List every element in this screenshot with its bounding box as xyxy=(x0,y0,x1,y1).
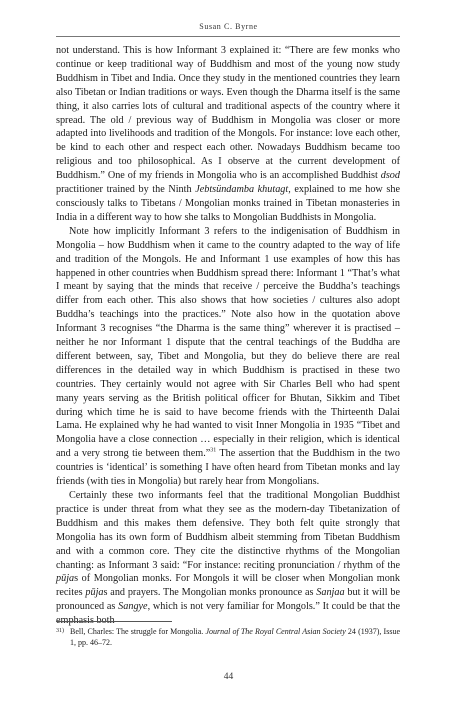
text-run: Certainly these two informants feel that the traditional Mongolian Buddhist practice is under threat from what they see as the modern-day Tibetanization of Buddhism and this makes them defensive. They both felt quite strongly that Mongolia has its own form of Buddhism albeit stemming from Tibetan Buddhism and with a common core. They cite the distinctive rhythms of the Mongolian chanting: as Informant 3 said: “For instance: reciting pronunciation / rhythm of the xyxy=(56,490,400,571)
italic-text: pūja xyxy=(56,573,75,585)
text-run: Bell, Charles: The struggle for Mongolia. xyxy=(70,627,206,636)
paragraph xyxy=(56,489,400,628)
text-run: not understand. This is how Informant 3 explained it: “There are few monks who continue or keep traditional way of Buddhism and most of the young now study Buddhism in Tibet and India. Once they study in the mentioned countries they learn also Tibetan or Indian traditions or ways. Even though the Dharma itself is the same thing, it also carries lots of cultural and traditional aspects of the country where it spread. The old / previous way of Buddhism in Mongolia was closer or more adapted into livelihoods and tradition of the Mongols. For instance: love each other, be kind to each other and respect each other. Nowadays Buddhism became too religious and too philosophical. As I observe at the current development of Buddhism.” One of my friends in Mongolia who is an accomplished Buddhist xyxy=(56,45,400,182)
text-run: s of Mongolian monks. For Mongols it will be closer when Mongolian monk recites xyxy=(56,573,400,599)
paragraph xyxy=(56,225,400,489)
text-run: , explained to me how she consciously talks to Tibetans / Mongolian monks trained in Tibetan monasteries in India in a different way to how she talks to Mongolian Buddhists in Mongolia. xyxy=(56,184,400,223)
text-run: Note how implicitly Informant 3 refers to the indigenisation of Buddhism in Mongolia – how Buddhism when it came to the country adapted to the way of life and tradition of the Mongols. He and Informant 1 use examples of how this has happened in other countries when Buddhism spread there: Informant 1 “That’s what I meant by saying that the minds that receive / perceive the Buddha’s teachings differ from each other. This also shows that how societies / cultures also adopt Buddha’s teachings into the practices.” Note also how in the quotation above Informant 3 recognises “the Dharma is the same thing” wherever it is practised – neither he nor Informant 1 dispute that the central teachings of the Buddha are different between, say, Tibet and Mongolia, but they do believe there are real differences in the detailed way in which Buddhism is practised in these two countries. They certainly would not agree with Sir Charles Bell who had spent many years serving as the British political officer for Bhutan, Sikkim and Tibet during which time he is said to have become friends with the Thirteenth Dalai Lama. He explained why he had wanted to visit Inner Mongolia in 1935 “Tibet and Mongolia have a close connection … especially in their religion, which is identical and a very strong tie between them.” xyxy=(56,225,400,460)
body-text xyxy=(56,44,400,628)
header-rule xyxy=(56,36,400,37)
footnote-marker: 31) xyxy=(56,628,64,634)
italic-text: Journal of The Royal Central Asian Society xyxy=(205,627,346,636)
italic-text: Sanjaa xyxy=(316,587,345,599)
italic-text: Jebtsündamba khutagt xyxy=(195,184,289,196)
italic-text: Sangye xyxy=(118,601,148,613)
text-run: s and prayers. The Mongolian monks pronounce as xyxy=(103,587,317,599)
footnote-reference: 31 xyxy=(210,447,217,454)
text-run: , which is not very familiar for Mongols.” It could be that the emphasis both xyxy=(56,601,400,627)
text-run: but it will be pronounced as xyxy=(56,587,400,613)
italic-text: dsod xyxy=(380,170,400,182)
footnote-rule xyxy=(56,621,172,622)
footnote xyxy=(56,626,400,648)
text-run: 24 (1937), Issue 1, pp. 46–72. xyxy=(70,627,401,647)
text-run: The assertion that the Buddhism in the two countries is ‘identical’ is something I have often heard from Tibetan monks and lay friends (with ties in Mongolia) but rarely hear from Mongolians. xyxy=(56,448,400,488)
running-head: Susan C. Byrne xyxy=(199,22,258,31)
italic-text: pūja xyxy=(85,587,104,599)
text-run: practitioner trained by the Ninth xyxy=(56,184,196,196)
page-number: 44 xyxy=(223,672,234,682)
footnote-text xyxy=(56,626,400,648)
paragraph xyxy=(56,44,400,225)
